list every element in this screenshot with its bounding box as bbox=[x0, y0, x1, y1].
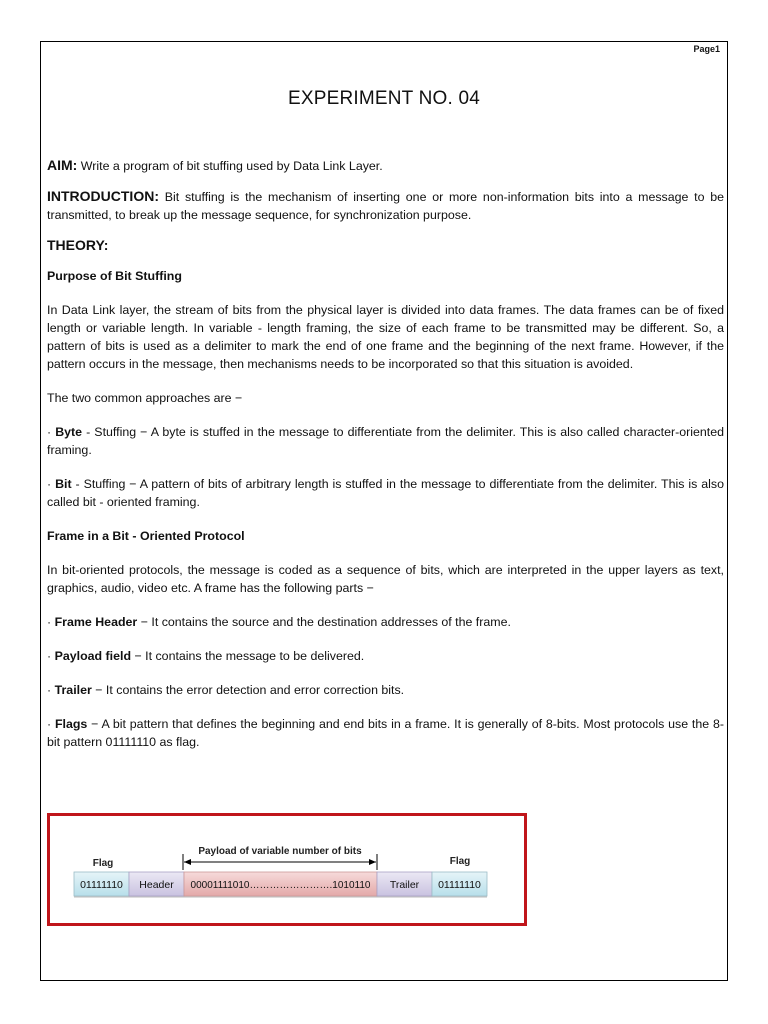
frame-diagram-svg bbox=[50, 816, 524, 923]
introduction-text: Bit stuffing is the mechanism of inserting one or more non-information bits into a message to be transmitted, to break up the message sequence, for synchronization purpose. bbox=[47, 190, 724, 222]
introduction-paragraph bbox=[47, 187, 724, 224]
bullet: · bbox=[47, 477, 52, 491]
trailer-text: Trailer bbox=[389, 879, 420, 891]
part-item-payload bbox=[47, 647, 724, 665]
bullet: · bbox=[47, 683, 52, 697]
flag-end-text: 01111110 bbox=[438, 879, 481, 891]
part-term: Payload field bbox=[54, 649, 132, 663]
frame-paragraph: In bit-oriented protocols, the message is coded as a sequence of bits, which are interpreted in the upper layers as text, graphics, audio, video etc. A frame has the following parts − bbox=[47, 563, 724, 595]
payload-caption: Payload of variable number of bits bbox=[198, 846, 362, 857]
bullet: · bbox=[47, 717, 52, 731]
approach-text: - Stuffing − A pattern of bits of arbitrary length is stuffed in the message to differentiate from the delimiter. This is also called bit - oriented framing. bbox=[47, 477, 724, 509]
aim-paragraph bbox=[47, 156, 724, 175]
header-text: Header bbox=[139, 879, 174, 891]
page-title: EXPERIMENT NO. 04 bbox=[287, 88, 481, 109]
approach-term: Byte bbox=[55, 425, 83, 439]
part-item-flags bbox=[47, 715, 724, 751]
flag-start-text: 01111110 bbox=[80, 879, 123, 891]
part-item-trailer bbox=[47, 681, 724, 699]
theory-heading: THEORY: bbox=[47, 237, 109, 253]
bullet: · bbox=[47, 425, 52, 439]
part-term: Frame Header bbox=[54, 615, 138, 629]
bullet: · bbox=[47, 615, 52, 629]
part-text: − It contains the message to be delivered. bbox=[131, 649, 365, 663]
part-item-header bbox=[47, 613, 724, 631]
aim-text: Write a program of bit stuffing used by Data Link Layer. bbox=[80, 159, 383, 173]
frame-diagram bbox=[47, 813, 527, 926]
aim-label: AIM: bbox=[47, 157, 78, 173]
payload-text: 00001111010…………………….1010110 bbox=[190, 880, 371, 891]
part-term: Flags bbox=[54, 717, 88, 731]
part-text: − It contains the error detection and error correction bits. bbox=[91, 683, 405, 697]
part-term: Trailer bbox=[54, 683, 92, 697]
frame-heading: Frame in a Bit - Oriented Protocol bbox=[47, 529, 245, 543]
page-number: Page1 bbox=[693, 44, 720, 54]
flag-left-label: Flag bbox=[92, 858, 114, 869]
approach-item-bit bbox=[47, 475, 724, 511]
approach-text: - Stuffing − A byte is stuffed in the message to differentiate from the delimiter. This is also called character-oriented framing. bbox=[47, 425, 724, 457]
part-text: − It contains the source and the destination addresses of the frame. bbox=[137, 615, 511, 629]
document-body bbox=[47, 156, 724, 751]
bullet: · bbox=[47, 649, 52, 663]
payload-arrow-right-head bbox=[369, 859, 376, 865]
purpose-paragraph: In Data Link layer, the stream of bits from the physical layer is divided into data frames. The data frames can be of fixed length or variable length. In variable - length framing, the size of each frame to be transmitted may be different. So, a pattern of bits is used as a delimiter to mark the end of one frame and the beginning of the next frame. However, if the pattern occurs in the message, then mechanisms needs to be incorporated so that this situation is avoided. bbox=[47, 303, 724, 371]
purpose-heading: Purpose of Bit Stuffing bbox=[47, 269, 182, 283]
flag-right-label: Flag bbox=[449, 856, 471, 867]
introduction-label: INTRODUCTION: bbox=[47, 188, 159, 204]
approaches-intro: The two common approaches are − bbox=[47, 391, 243, 405]
approach-item-byte bbox=[47, 423, 724, 459]
approach-term: Bit bbox=[55, 477, 72, 491]
payload-arrow-left-head bbox=[184, 859, 191, 865]
part-text: − A bit pattern that defines the beginning and end bits in a frame. It is generally of 8-bits. Most protocols use the 8-bit pattern 01111110 as flag. bbox=[47, 717, 724, 749]
